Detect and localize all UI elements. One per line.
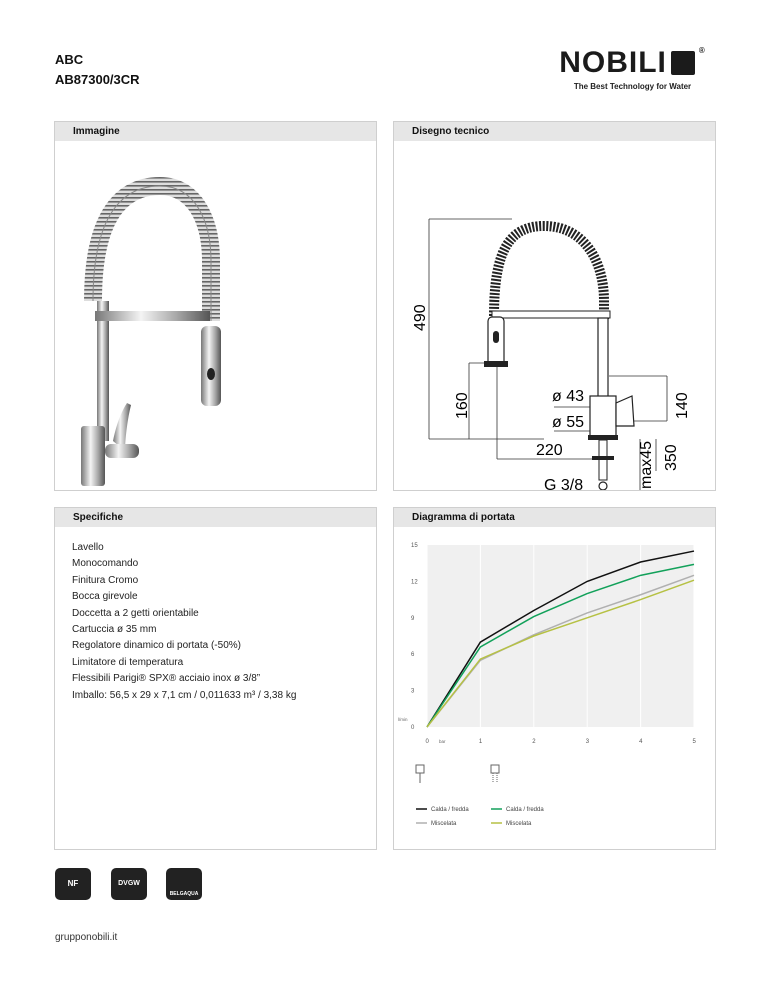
dim-350: 350 bbox=[663, 444, 680, 471]
nf-cert-icon bbox=[55, 868, 91, 900]
spec-item: Regolatore dinamico di portata (-50%) bbox=[72, 640, 241, 652]
drawing-panel-title: Disegno tecnico bbox=[394, 122, 715, 141]
dim-490: 490 bbox=[412, 304, 429, 331]
x-tick-label: 3 bbox=[585, 739, 590, 745]
belgaqua-cert-label: BELGAQUA bbox=[169, 891, 199, 897]
dim-160: 160 bbox=[454, 392, 471, 419]
flow-panel bbox=[393, 507, 716, 850]
registered-mark: ® bbox=[698, 46, 706, 55]
legend-label: Calda / fredda bbox=[431, 807, 469, 813]
spec-item: Doccetta a 2 getti orientabile bbox=[72, 607, 199, 619]
dvgw-cert-label: DVGW bbox=[118, 880, 140, 887]
x-tick-label: 2 bbox=[532, 739, 536, 745]
flow-panel-title: Diagramma di portata bbox=[394, 508, 715, 527]
brand-mark-icon bbox=[671, 51, 695, 75]
spec-list bbox=[72, 540, 296, 704]
brand-logo bbox=[545, 46, 720, 91]
flow-chart bbox=[394, 527, 715, 849]
y-tick-label: 12 bbox=[411, 579, 418, 586]
nf-cert-label: NF bbox=[67, 879, 79, 888]
x-tick-label: 0 bbox=[425, 739, 429, 745]
spec-item: Cartuccia ø 35 mm bbox=[72, 624, 157, 636]
y-tick-label: 6 bbox=[411, 652, 415, 659]
model-name: ABC bbox=[55, 52, 84, 67]
spec-item: Flessibili Parigi® SPX® acciaio inox ø 3/8” bbox=[72, 673, 261, 685]
faucet-photo bbox=[55, 141, 376, 490]
y-tick-label: 9 bbox=[411, 615, 415, 622]
shower-head-icon bbox=[491, 765, 499, 773]
x-tick-label: 4 bbox=[639, 739, 643, 745]
y-tick-label: 3 bbox=[411, 688, 415, 695]
mixer-spout-icon bbox=[416, 765, 424, 773]
spec-item: Imballo: 56,5 x 29 x 7,1 cm / 0,011633 m³ / 3,38 kg bbox=[72, 689, 297, 701]
x-tick-label: 1 bbox=[478, 739, 483, 745]
spec-item: Bocca girevole bbox=[72, 591, 138, 603]
brand-name: NOBILI bbox=[559, 46, 667, 79]
drawing-panel bbox=[393, 121, 716, 491]
image-panel-title: Immagine bbox=[55, 122, 376, 141]
spec-item: Limitatore di temperatura bbox=[72, 656, 184, 668]
dvgw-cert-icon bbox=[111, 868, 147, 900]
belgaqua-cert-icon bbox=[166, 868, 202, 900]
dim-diameter-43: ø 43 bbox=[552, 388, 585, 405]
spec-item: Lavello bbox=[72, 542, 104, 553]
dim-thread: G 3/8 bbox=[544, 477, 584, 490]
image-panel bbox=[54, 121, 377, 491]
model-code: AB87300/3CR bbox=[55, 72, 140, 87]
dim-220: 220 bbox=[536, 442, 563, 459]
legend-label: Miscelata bbox=[506, 821, 532, 827]
y-tick-label: 0 bbox=[411, 725, 415, 731]
x-tick-label: 5 bbox=[692, 739, 696, 745]
dim-diameter-55: ø 55 bbox=[552, 414, 585, 431]
legend-label: Miscelata bbox=[431, 821, 457, 827]
brand-tagline: The Best Technology for Water bbox=[573, 82, 692, 91]
spec-item: Finitura Cromo bbox=[72, 574, 139, 586]
dim-140: 140 bbox=[674, 392, 691, 419]
footer-url: grupponobili.it bbox=[55, 932, 118, 943]
specs-panel-title: Specifiche bbox=[55, 508, 376, 527]
x-axis-label: bar bbox=[439, 739, 446, 744]
spec-item: Monocomando bbox=[72, 558, 139, 570]
legend-label: Calda / fredda bbox=[506, 807, 544, 813]
dim-max45: max45 bbox=[638, 440, 655, 489]
technical-drawing bbox=[394, 141, 715, 490]
y-axis-label: l/min bbox=[398, 717, 408, 722]
y-tick-label: 15 bbox=[411, 543, 418, 549]
